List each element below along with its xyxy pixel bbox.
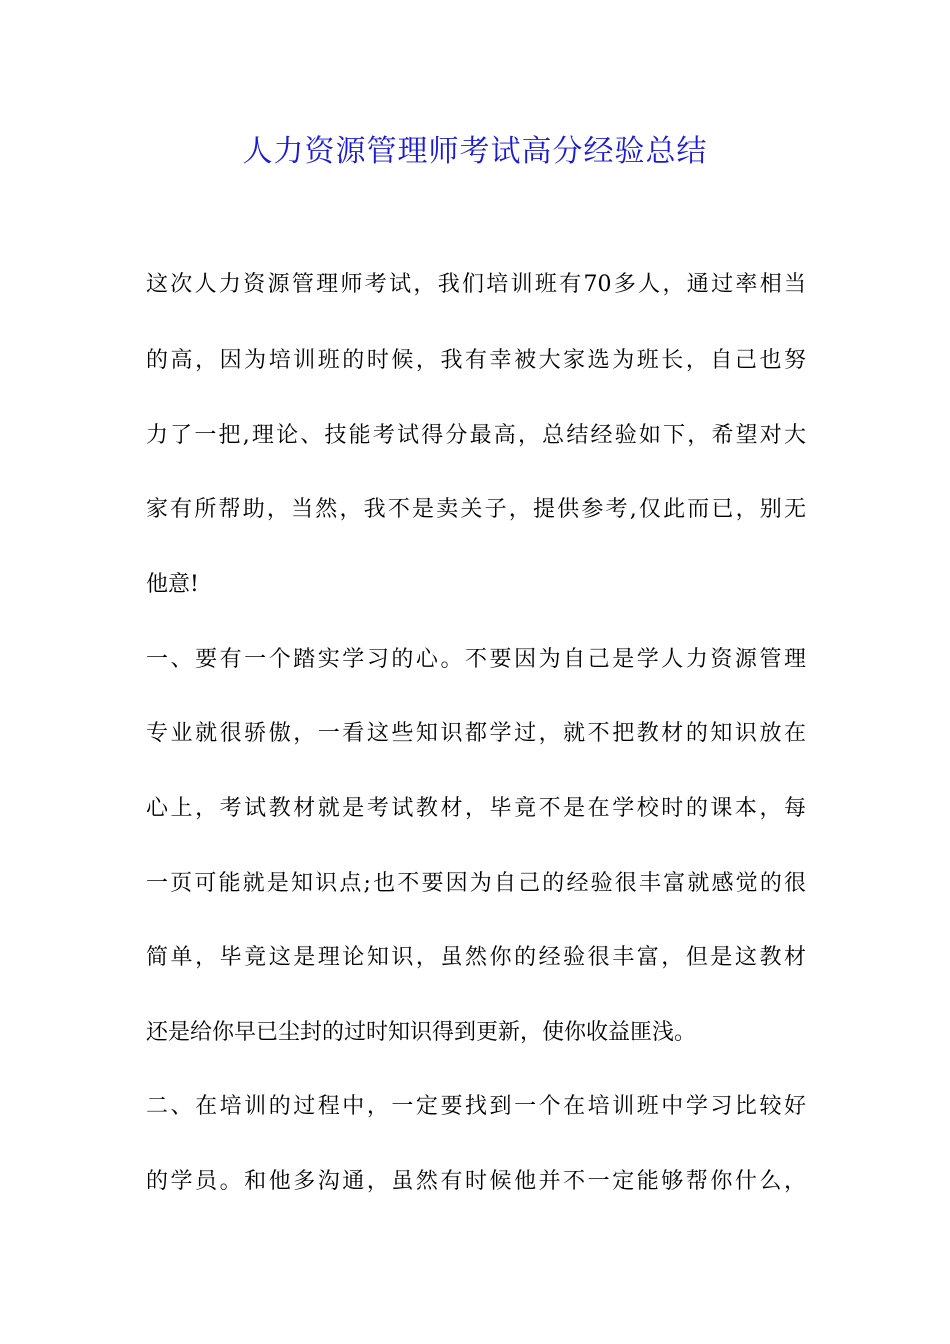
- body-line: 力了一把,理论、技能考试得分最高，总结经验如下，希望对大: [146, 423, 806, 448]
- body-line: 一、要有一个踏实学习的心。不要因为自己是学人力资源管理: [146, 647, 806, 672]
- body-line: 这次人力资源管理师考试，我们培训班有70多人，通过率相当: [146, 272, 806, 297]
- body-line: 心上，考试教材就是考试教材，毕竟不是在学校时的课本，每: [146, 796, 806, 821]
- document-title: 人力资源管理师考试高分经验总结: [242, 134, 708, 169]
- body-line: 还是给你早已尘封的过时知识得到更新，使你收益匪浅。: [146, 1020, 697, 1045]
- body-line: 他意!: [146, 572, 199, 597]
- body-line: 的学员。和他多沟通，虽然有时候他并不一定能够帮你什么，: [146, 1169, 806, 1194]
- body-line: 的高，因为培训班的时候，我有幸被大家选为班长，自己也努: [146, 348, 806, 373]
- body-line: 一页可能就是知识点;也不要因为自己的经验很丰富就感觉的很: [146, 871, 806, 896]
- body-line: 简单，毕竟这是理论知识，虽然你的经验很丰富，但是这教材: [146, 945, 806, 970]
- body-line: 专业就很骄傲，一看这些知识都学过，就不把教材的知识放在: [146, 721, 806, 746]
- body-line: 家有所帮助，当然，我不是卖关子，提供参考,仅此而已，别无: [146, 497, 806, 522]
- body-line: 二、在培训的过程中，一定要找到一个在培训班中学习比较好: [146, 1094, 806, 1119]
